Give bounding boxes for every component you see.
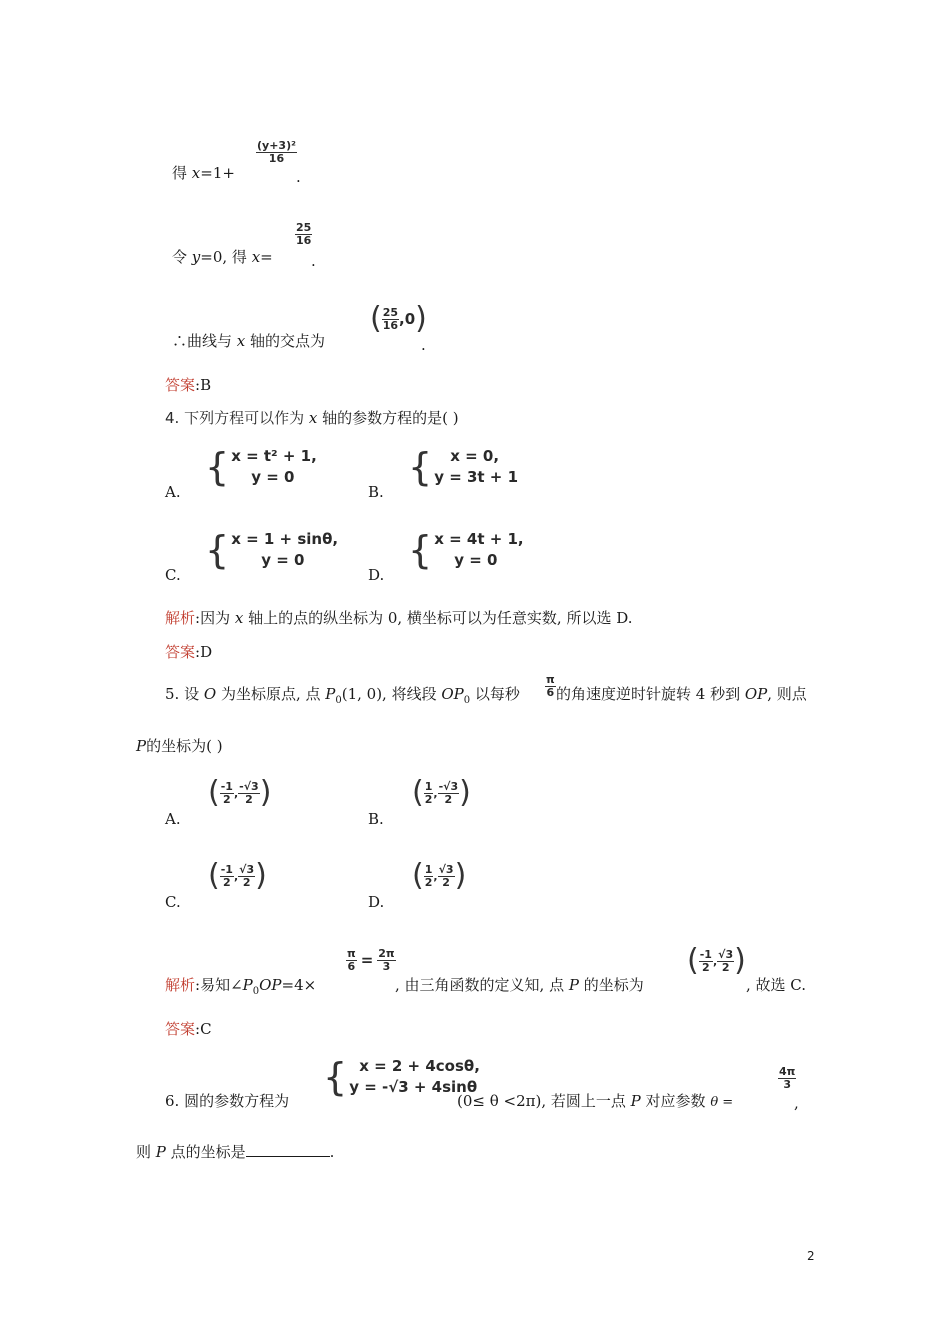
- option-b-system: { x = 0, y = 3t + 1: [408, 444, 519, 489]
- option-label-b: B.: [368, 810, 384, 828]
- point-25-16-comma-0: ( $\frac{25}{16}$ ,0 ): [370, 301, 427, 336]
- question-5-stem-cont: 的角速度逆时针旋转 4 秒到 OP, 则点: [556, 685, 807, 703]
- fraction-4pi-over-3: $\frac{4\pi}{3}$: [779, 1065, 796, 1091]
- question-4-stem: 4. 下列方程可以作为 x 轴的参数方程的是( ): [165, 409, 459, 427]
- analysis-q5: 解析:易知$\angle P_0OP=4\times$: [165, 976, 317, 997]
- answer-point: ( $\frac{-1}{2}$ , $\frac{√3}{2}$ ): [687, 943, 746, 978]
- option-c-system: { x = 1 + sinθ, y = 0: [205, 527, 339, 572]
- option-c-point: ( $\frac{-1}{2}$ , $\frac{√3}{2}$ ): [208, 858, 267, 893]
- period: .: [296, 168, 301, 186]
- option-label-a: A.: [165, 483, 181, 501]
- option-label-a: A.: [165, 810, 181, 828]
- option-label-c: C.: [165, 893, 181, 911]
- option-b-point: ( $\frac{1}{2}$ , $\frac{-√3}{2}$ ): [412, 775, 471, 810]
- answer-q3: 答案:B: [165, 376, 212, 394]
- line-x-expression: 得 x=1+: [172, 164, 235, 182]
- analysis-q5-cont: , 由三角函数的定义知, 点 P 的坐标为: [395, 976, 644, 994]
- question-6-stem: 6. 圆的参数方程为: [165, 1092, 290, 1110]
- answer-q5: 答案:C: [165, 1020, 212, 1038]
- option-d-system: { x = 4t + 1, y = 0: [408, 527, 524, 572]
- circle-parametric-system: { x = 2 + 4cosθ, y = -√3 + 4sinθ: [323, 1054, 480, 1099]
- analysis-q4: 解析:因为 x 轴上的点的纵坐标为 0, 横坐标可以为任意实数, 所以选 D.: [165, 609, 633, 627]
- option-d-point: ( $\frac{1}{2}$ , $\frac{√3}{2}$ ): [412, 858, 467, 893]
- fraction-y-plus-3-squared-over-16: $\frac{\text{(y+3)²}}{16}$: [257, 139, 296, 165]
- equation-4pi-over-6: $\frac{\pi}{6}$ = $\frac{2\pi}{3}$: [347, 947, 395, 973]
- answer-q4: 答案:D: [165, 643, 213, 661]
- option-label-d: D.: [368, 566, 385, 584]
- option-a-point: ( $\frac{-1}{2}$ , $\frac{-√3}{2}$ ): [208, 775, 272, 810]
- fraction-25-over-16: $\frac{25}{16}$: [296, 221, 312, 247]
- question-6-range: (0≤ θ <2π), 若圆上一点 P 对应参数 θ =: [457, 1092, 734, 1110]
- option-label-b: B.: [368, 483, 384, 501]
- comma: ,: [794, 1094, 799, 1112]
- page-number: 2: [807, 1249, 815, 1263]
- line-intersection-point: ∴曲线与 x 轴的交点为: [172, 332, 326, 350]
- analysis-q5-end: , 故选 C.: [746, 976, 807, 994]
- period: .: [421, 336, 426, 354]
- period: .: [311, 252, 316, 270]
- question-6-line2: 则 P 点的坐标是 .: [136, 1143, 335, 1161]
- option-a-system: { x = t² + 1, y = 0: [205, 444, 317, 489]
- line-let-y-zero: 令 y=0, 得 x=: [172, 248, 273, 266]
- option-label-c: C.: [165, 566, 181, 584]
- option-label-d: D.: [368, 893, 385, 911]
- question-5-line2: P的坐标为( ): [136, 737, 223, 755]
- answer-blank[interactable]: [246, 1142, 330, 1157]
- question-5-stem: 5. 设 O 为坐标原点, 点 $P_0(1$, 0), 将线段 $OP_0$ 以每秒: [165, 685, 520, 706]
- fraction-pi-over-6: $\frac{\pi}{6}$: [546, 673, 555, 699]
